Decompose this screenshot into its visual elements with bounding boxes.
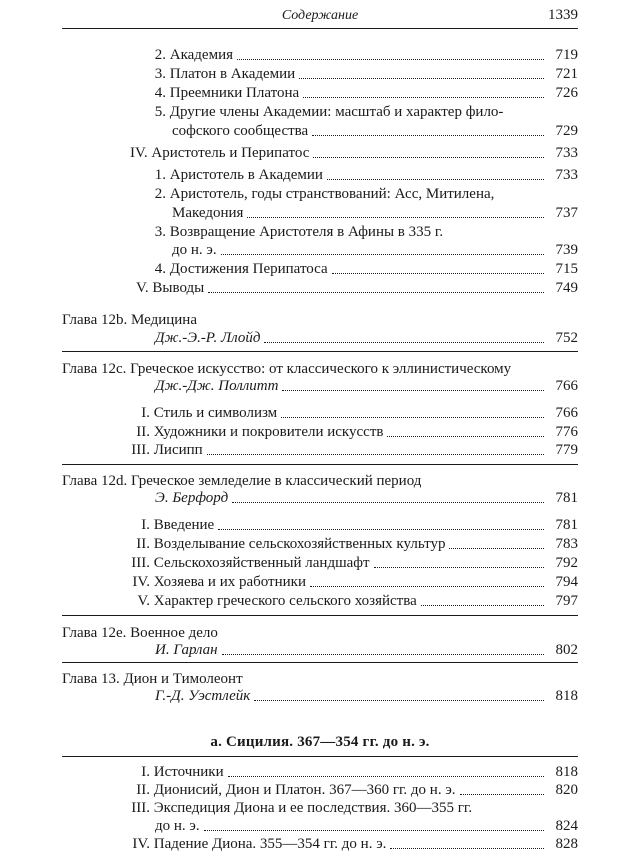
entry-page: 729 xyxy=(555,123,578,139)
entry-page: 721 xyxy=(555,66,578,82)
entry-number: 3. xyxy=(154,224,166,240)
entry-title: Сельскохозяйственный ландшафт xyxy=(153,555,370,571)
section-divider xyxy=(62,351,578,352)
entry-page: 737 xyxy=(555,205,578,221)
entry-title: Академия xyxy=(169,47,234,63)
entry-page: 818 xyxy=(555,764,578,780)
entry-title: Источники xyxy=(153,764,224,780)
dot-leader xyxy=(421,605,544,606)
dot-leader xyxy=(228,776,544,777)
entry-number: II. xyxy=(136,782,150,798)
entry-number: 4. xyxy=(154,85,166,101)
chapter-author: Г.-Д. Уэстлейк xyxy=(155,688,251,704)
entry-title: Возделывание сельскохозяйственных культур xyxy=(153,536,446,552)
running-header xyxy=(62,6,578,29)
entry-title: Экспедиция Диона и ее последствия. 360—355 гг. xyxy=(153,800,473,816)
chapter-author-entry[interactable] xyxy=(155,489,578,507)
entry-page: 794 xyxy=(555,574,578,590)
toc-entry-continuation[interactable] xyxy=(172,241,578,259)
chapter-title[interactable]: Глава 12c. Греческое искусство: от классического к эллинистическому xyxy=(62,361,512,377)
toc-entry[interactable] xyxy=(150,65,578,83)
entry-page: 824 xyxy=(555,818,578,834)
dot-leader xyxy=(264,342,544,343)
entry-page: 797 xyxy=(555,593,578,609)
entry-number: I. xyxy=(141,405,150,421)
toc-entry[interactable] xyxy=(127,835,578,853)
entry-page: 783 xyxy=(555,536,578,552)
dot-leader xyxy=(208,292,544,293)
dot-leader xyxy=(254,700,544,701)
chapter-author: И. Гарлан xyxy=(155,642,218,658)
entry-number: IV. xyxy=(130,145,148,161)
entry-number: I. xyxy=(141,764,150,780)
dot-leader xyxy=(247,217,544,218)
toc-entry-line[interactable] xyxy=(127,799,472,817)
entry-title: Аристотель и Перипатос xyxy=(151,145,310,161)
dot-leader xyxy=(374,567,544,568)
entry-title: Лисипп xyxy=(153,442,203,458)
entry-number: 2. xyxy=(154,186,166,202)
entry-number: IV. xyxy=(132,574,150,590)
dot-leader xyxy=(232,502,544,503)
entry-page: 781 xyxy=(555,517,578,533)
entry-page: 733 xyxy=(555,145,578,161)
toc-entry-continuation[interactable] xyxy=(172,122,578,140)
chapter-author: Дж.-Дж. Поллитт xyxy=(155,378,279,394)
dot-leader xyxy=(310,586,544,587)
chapter-title[interactable]: Глава 12e. Военное дело xyxy=(62,625,218,641)
dot-leader xyxy=(390,848,544,849)
entry-title: Хозяева и их работники xyxy=(153,574,306,590)
entry-title: Характер греческого сельского хозяйства xyxy=(153,593,417,609)
entry-title: Художники и покровители искусств xyxy=(153,424,384,440)
chapter-author: Э. Берфорд xyxy=(155,490,229,506)
header-title: Содержание xyxy=(281,8,359,23)
toc-entry[interactable] xyxy=(127,781,578,799)
dot-leader xyxy=(313,157,544,158)
dot-leader xyxy=(221,254,544,255)
toc-entry[interactable] xyxy=(127,516,578,534)
section-divider xyxy=(62,662,578,663)
entry-title: Стиль и символизм xyxy=(153,405,278,421)
entry-page: 818 xyxy=(555,688,578,704)
entry-page: 739 xyxy=(555,242,578,258)
toc-entry[interactable] xyxy=(127,573,578,591)
toc-entry[interactable] xyxy=(127,554,578,572)
entry-title-cont: софского сообщества xyxy=(172,123,309,139)
entry-number: II. xyxy=(136,424,150,440)
toc-entry[interactable] xyxy=(130,144,578,162)
dot-leader xyxy=(237,59,544,60)
entry-page: 766 xyxy=(555,378,578,394)
dot-leader xyxy=(449,548,544,549)
toc-entry-continuation[interactable] xyxy=(155,817,578,835)
chapter-title[interactable]: Глава 12d. Греческое земледелие в классический период xyxy=(62,473,422,489)
entry-number: 2. xyxy=(154,47,166,63)
entry-number: 1. xyxy=(154,167,166,183)
entry-title-cont: до н. э. xyxy=(155,818,200,834)
toc-entry[interactable] xyxy=(150,84,578,102)
dot-leader xyxy=(281,417,544,418)
chapter-author-entry[interactable] xyxy=(155,687,578,705)
entry-title: Аристотель в Академии xyxy=(169,167,323,183)
entry-page: 828 xyxy=(555,836,578,852)
toc-entry-line[interactable] xyxy=(150,223,443,241)
chapter-author: Дж.-Э.-Р. Ллойд xyxy=(155,330,261,346)
entry-title: Платон в Академии xyxy=(169,66,296,82)
entry-title: Возвращение Аристотеля в Афины в 335 г. xyxy=(169,224,444,240)
toc-entry[interactable] xyxy=(127,423,578,441)
entry-title: Падение Диона. 355—354 гг. до н. э. xyxy=(153,836,387,852)
toc-entry[interactable] xyxy=(150,46,578,64)
entry-number: II. xyxy=(136,536,150,552)
toc-entry[interactable] xyxy=(127,535,578,553)
toc-entry[interactable] xyxy=(127,592,578,610)
entry-title: Выводы xyxy=(152,280,205,296)
entry-number: 4. xyxy=(154,261,166,277)
entry-number: 3. xyxy=(154,66,166,82)
entry-number: III. xyxy=(131,800,150,816)
chapter-author-entry[interactable] xyxy=(155,377,578,395)
toc-entry[interactable] xyxy=(127,763,578,781)
entry-page: 802 xyxy=(555,642,578,658)
entry-number: III. xyxy=(131,442,150,458)
section-divider xyxy=(62,464,578,465)
toc-entry[interactable] xyxy=(150,166,578,184)
entry-title: Дионисий, Дион и Платон. 367—360 гг. до н. э. xyxy=(153,782,456,798)
chapter-author-entry[interactable] xyxy=(155,641,578,659)
dot-leader xyxy=(218,529,544,530)
toc-entry[interactable] xyxy=(150,260,578,278)
entry-number: I. xyxy=(141,517,150,533)
entry-title: Преемники Платона xyxy=(169,85,300,101)
section-heading[interactable]: a. Сицилия. 367—354 гг. до н. э. xyxy=(210,734,430,750)
section-divider xyxy=(62,615,578,616)
dot-leader xyxy=(303,97,544,98)
entry-page: 749 xyxy=(555,280,578,296)
chapter-title[interactable]: Глава 13. Дион и Тимолеонт xyxy=(62,671,243,687)
dot-leader xyxy=(282,390,544,391)
entry-page: 752 xyxy=(555,330,578,346)
dot-leader xyxy=(460,794,544,795)
entry-page: 792 xyxy=(555,555,578,571)
entry-number: V. xyxy=(136,280,149,296)
toc-entry-continuation[interactable] xyxy=(172,204,578,222)
entry-page: 726 xyxy=(555,85,578,101)
toc-entry-line[interactable] xyxy=(150,185,494,203)
dot-leader xyxy=(207,454,544,455)
dot-leader xyxy=(299,78,544,79)
entry-page: 776 xyxy=(555,424,578,440)
dot-leader xyxy=(387,436,544,437)
entry-page: 781 xyxy=(555,490,578,506)
toc-entry[interactable] xyxy=(127,441,578,459)
entry-page: 766 xyxy=(555,405,578,421)
dot-leader xyxy=(332,273,544,274)
dot-leader xyxy=(312,135,544,136)
entry-title: Другие члены Академии: масштаб и характер фило- xyxy=(169,104,504,120)
entry-number: III. xyxy=(131,555,150,571)
page-number: 1339 xyxy=(548,7,578,23)
toc-entry[interactable] xyxy=(127,404,578,422)
entry-page: 779 xyxy=(555,442,578,458)
entry-title: Введение xyxy=(153,517,215,533)
entry-number: V. xyxy=(137,593,150,609)
entry-number: IV. xyxy=(132,836,150,852)
entry-page: 719 xyxy=(555,47,578,63)
entry-number: 5. xyxy=(154,104,166,120)
entry-page: 733 xyxy=(555,167,578,183)
dot-leader xyxy=(222,654,544,655)
entry-page: 715 xyxy=(555,261,578,277)
toc-entry-line[interactable] xyxy=(150,103,503,121)
entry-title-cont: до н. э. xyxy=(172,242,217,258)
section-divider xyxy=(62,756,578,757)
toc-entry[interactable] xyxy=(136,279,578,297)
entry-title: Достижения Перипатоса xyxy=(169,261,328,277)
dot-leader xyxy=(204,830,544,831)
entry-title-cont: Македония xyxy=(172,205,244,221)
chapter-author-entry[interactable] xyxy=(155,329,578,347)
chapter-title[interactable]: Глава 12b. Медицина xyxy=(62,312,197,328)
entry-page: 820 xyxy=(555,782,578,798)
dot-leader xyxy=(327,179,544,180)
entry-title: Аристотель, годы странствований: Асс, Митилена, xyxy=(169,186,495,202)
